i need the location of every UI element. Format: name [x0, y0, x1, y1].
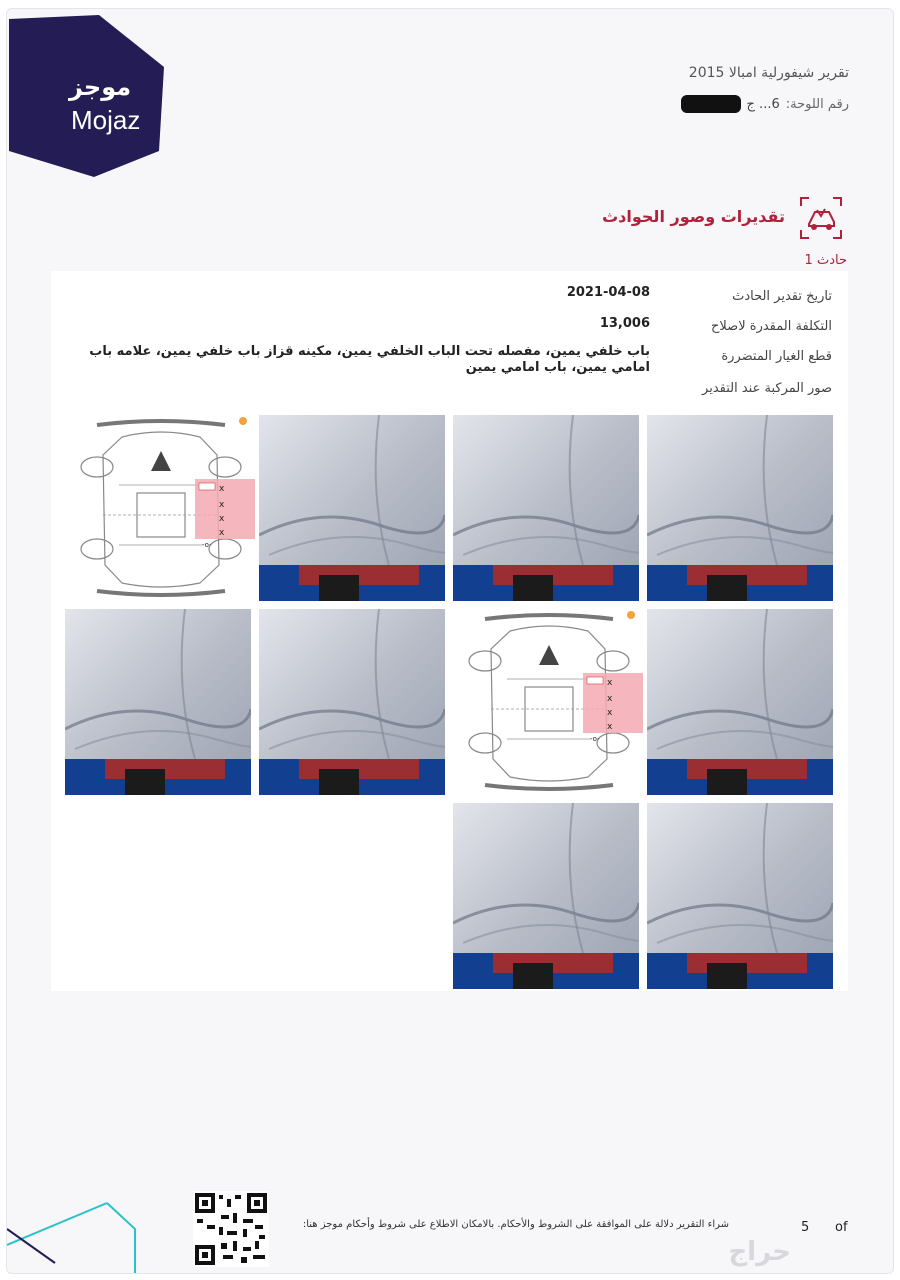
car-damage-diagram[interactable]: [455, 609, 643, 797]
photos-label: صور المركبة عند التقدير: [702, 381, 832, 396]
logo-english-text: Mojaz: [71, 105, 141, 135]
damage-photo[interactable]: [647, 803, 833, 989]
parts-value: باب خلفي يمين، مفصله تحت الباب الخلفي يمين، مكينه قزاز باب خلفي يمين، علامه باب امامي يمين، باب امامي يمين: [89, 344, 650, 375]
car-damage-diagram[interactable]: [67, 415, 255, 603]
logo-arabic-text: موجز: [69, 73, 132, 101]
brand-logo: [9, 11, 169, 179]
damage-photo[interactable]: [453, 415, 639, 601]
plate-value: 6... ج: [746, 96, 780, 112]
footer-decoration: [7, 1189, 147, 1274]
report-title: تقرير شيفورلية امبالا 2015: [688, 65, 849, 81]
incident-card: [51, 271, 848, 991]
date-label: تاريخ تقدير الحادث: [732, 289, 832, 304]
damage-photo[interactable]: [647, 609, 833, 795]
damage-photo[interactable]: [259, 415, 445, 601]
redaction-mark: [681, 95, 741, 113]
damage-photo[interactable]: [259, 609, 445, 795]
cost-value: 13,006: [599, 316, 650, 331]
parts-label: قطع الغيار المتضررة: [721, 349, 832, 364]
report-page: [6, 8, 894, 1274]
plate-row: [681, 95, 849, 113]
page-of-label: of: [835, 1220, 848, 1235]
page-number: 5: [801, 1220, 810, 1235]
watermark: حراج: [728, 1237, 791, 1267]
incident-number: حادث 1: [804, 253, 847, 268]
plate-label: رقم اللوحة:: [785, 96, 849, 112]
damage-photo[interactable]: [453, 803, 639, 989]
car-damage-icon: [799, 196, 843, 240]
damage-photo[interactable]: [65, 609, 251, 795]
section-title: تقديرات وصور الحوادث: [602, 207, 785, 226]
cost-label: التكلفة المقدرة لاصلاح: [711, 319, 832, 334]
terms-notice: شراء التقرير دلالة على الموافقة على الشروط والأحكام. بالامكان الاطلاع على شروط وأحكام موجز هنا:: [302, 1219, 729, 1230]
damage-photo[interactable]: [647, 415, 833, 601]
date-value: 2021-04-08: [566, 285, 650, 300]
qr-code[interactable]: [193, 1191, 269, 1267]
